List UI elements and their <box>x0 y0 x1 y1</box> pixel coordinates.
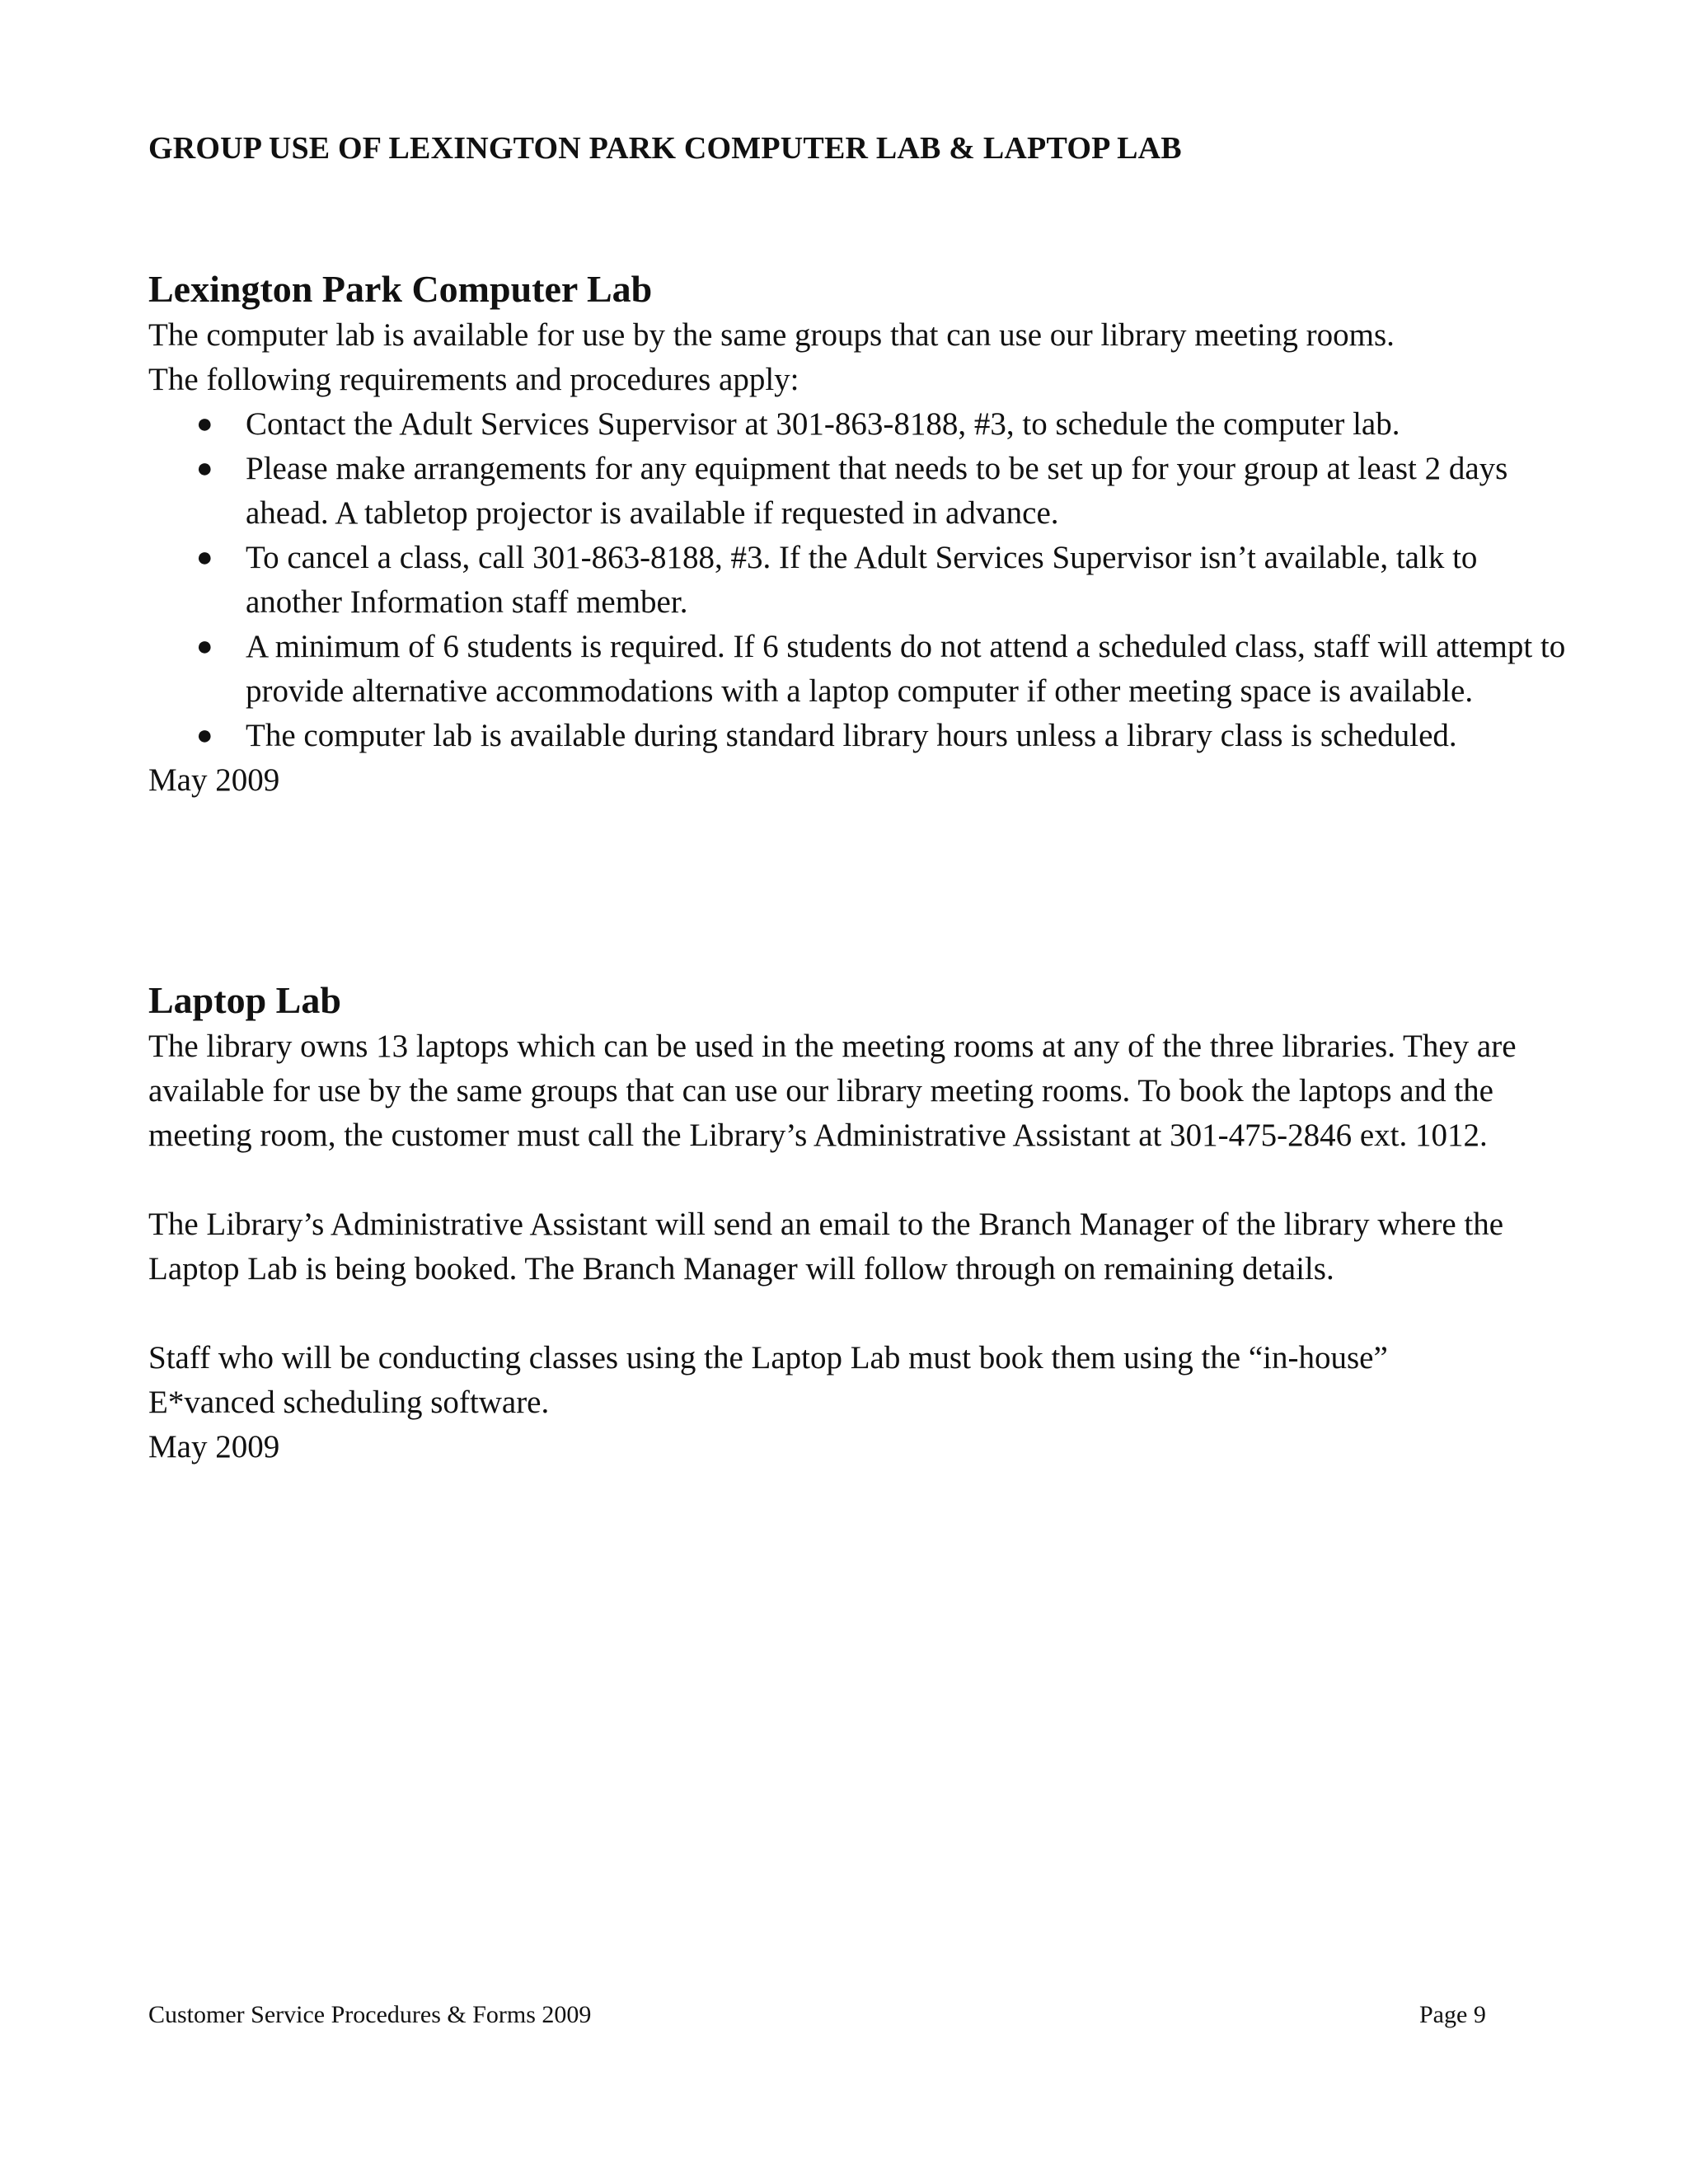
computer-lab-date: May 2009 <box>148 762 280 798</box>
computer-lab-intro-line2: The following requirements and procedures apply: <box>148 362 799 397</box>
laptop-lab-paragraph-2: The Library’s Administrative Assistant will send an email to the Branch Manager of the library where the Laptop Lab is being booked. The Branch Manager will follow through on remaining details. <box>148 1207 1504 1286</box>
list-item <box>148 447 1566 536</box>
laptop-lab-date: May 2009 <box>148 1429 280 1465</box>
list-item-text: A minimum of 6 students is required. If 6 students do not attend a scheduled class, staff will attempt to provide alternative accommodations with a laptop computer if other meeting space is available. <box>246 629 1566 709</box>
list-item <box>148 714 1566 758</box>
list-item-text: Contact the Adult Services Supervisor at 301-863-8188, #3, to schedule the computer lab. <box>246 406 1400 442</box>
bullet-icon: ● <box>196 453 213 484</box>
footer-document-title: Customer Service Procedures & Forms 2009 <box>148 2001 592 2028</box>
bullet-icon: ● <box>196 409 213 439</box>
list-item-text: The computer lab is available during standard library hours unless a library class is scheduled. <box>246 718 1457 753</box>
bullet-icon: ● <box>196 542 213 573</box>
bullet-icon: ● <box>196 720 213 751</box>
list-item <box>148 402 1566 447</box>
list-item-text: To cancel a class, call 301-863-8188, #3. If the Adult Services Supervisor isn’t available, talk to another Information staff member. <box>246 540 1478 620</box>
laptop-lab-title: Laptop Lab <box>148 979 341 1021</box>
laptop-lab-paragraph-3-line2: E*vanced scheduling software. <box>148 1385 550 1420</box>
laptop-lab-section <box>148 977 1566 1469</box>
computer-lab-title: Lexington Park Computer Lab <box>148 268 653 310</box>
bullet-icon: ● <box>196 631 213 662</box>
computer-lab-intro-line1: The computer lab is available for use by the same groups that can use our library meeting rooms. <box>148 317 1395 353</box>
computer-lab-section <box>148 265 1566 803</box>
footer-page-number: Page 9 <box>1419 2001 1486 2028</box>
page-heading: GROUP USE OF LEXINGTON PARK COMPUTER LAB & LAPTOP LAB <box>148 131 1182 166</box>
requirements-list <box>148 402 1566 758</box>
list-item <box>148 536 1566 625</box>
list-item-text: Please make arrangements for any equipment that needs to be set up for your group at least 2 days ahead. A tabletop projector is available if requested in advance. <box>246 451 1508 531</box>
list-item <box>148 625 1566 714</box>
laptop-lab-paragraph-3-line1: Staff who will be conducting classes using the Laptop Lab must book them using the “in-house” <box>148 1340 1388 1376</box>
laptop-lab-paragraph-1: The library owns 13 laptops which can be used in the meeting rooms at any of the three libraries. They are available for use by the same groups that can use our library meeting rooms. To book the laptops and the meeting room, the customer must call the Library’s Administrative Assistant at 301-475-2846 ext. 1012. <box>148 1029 1517 1153</box>
